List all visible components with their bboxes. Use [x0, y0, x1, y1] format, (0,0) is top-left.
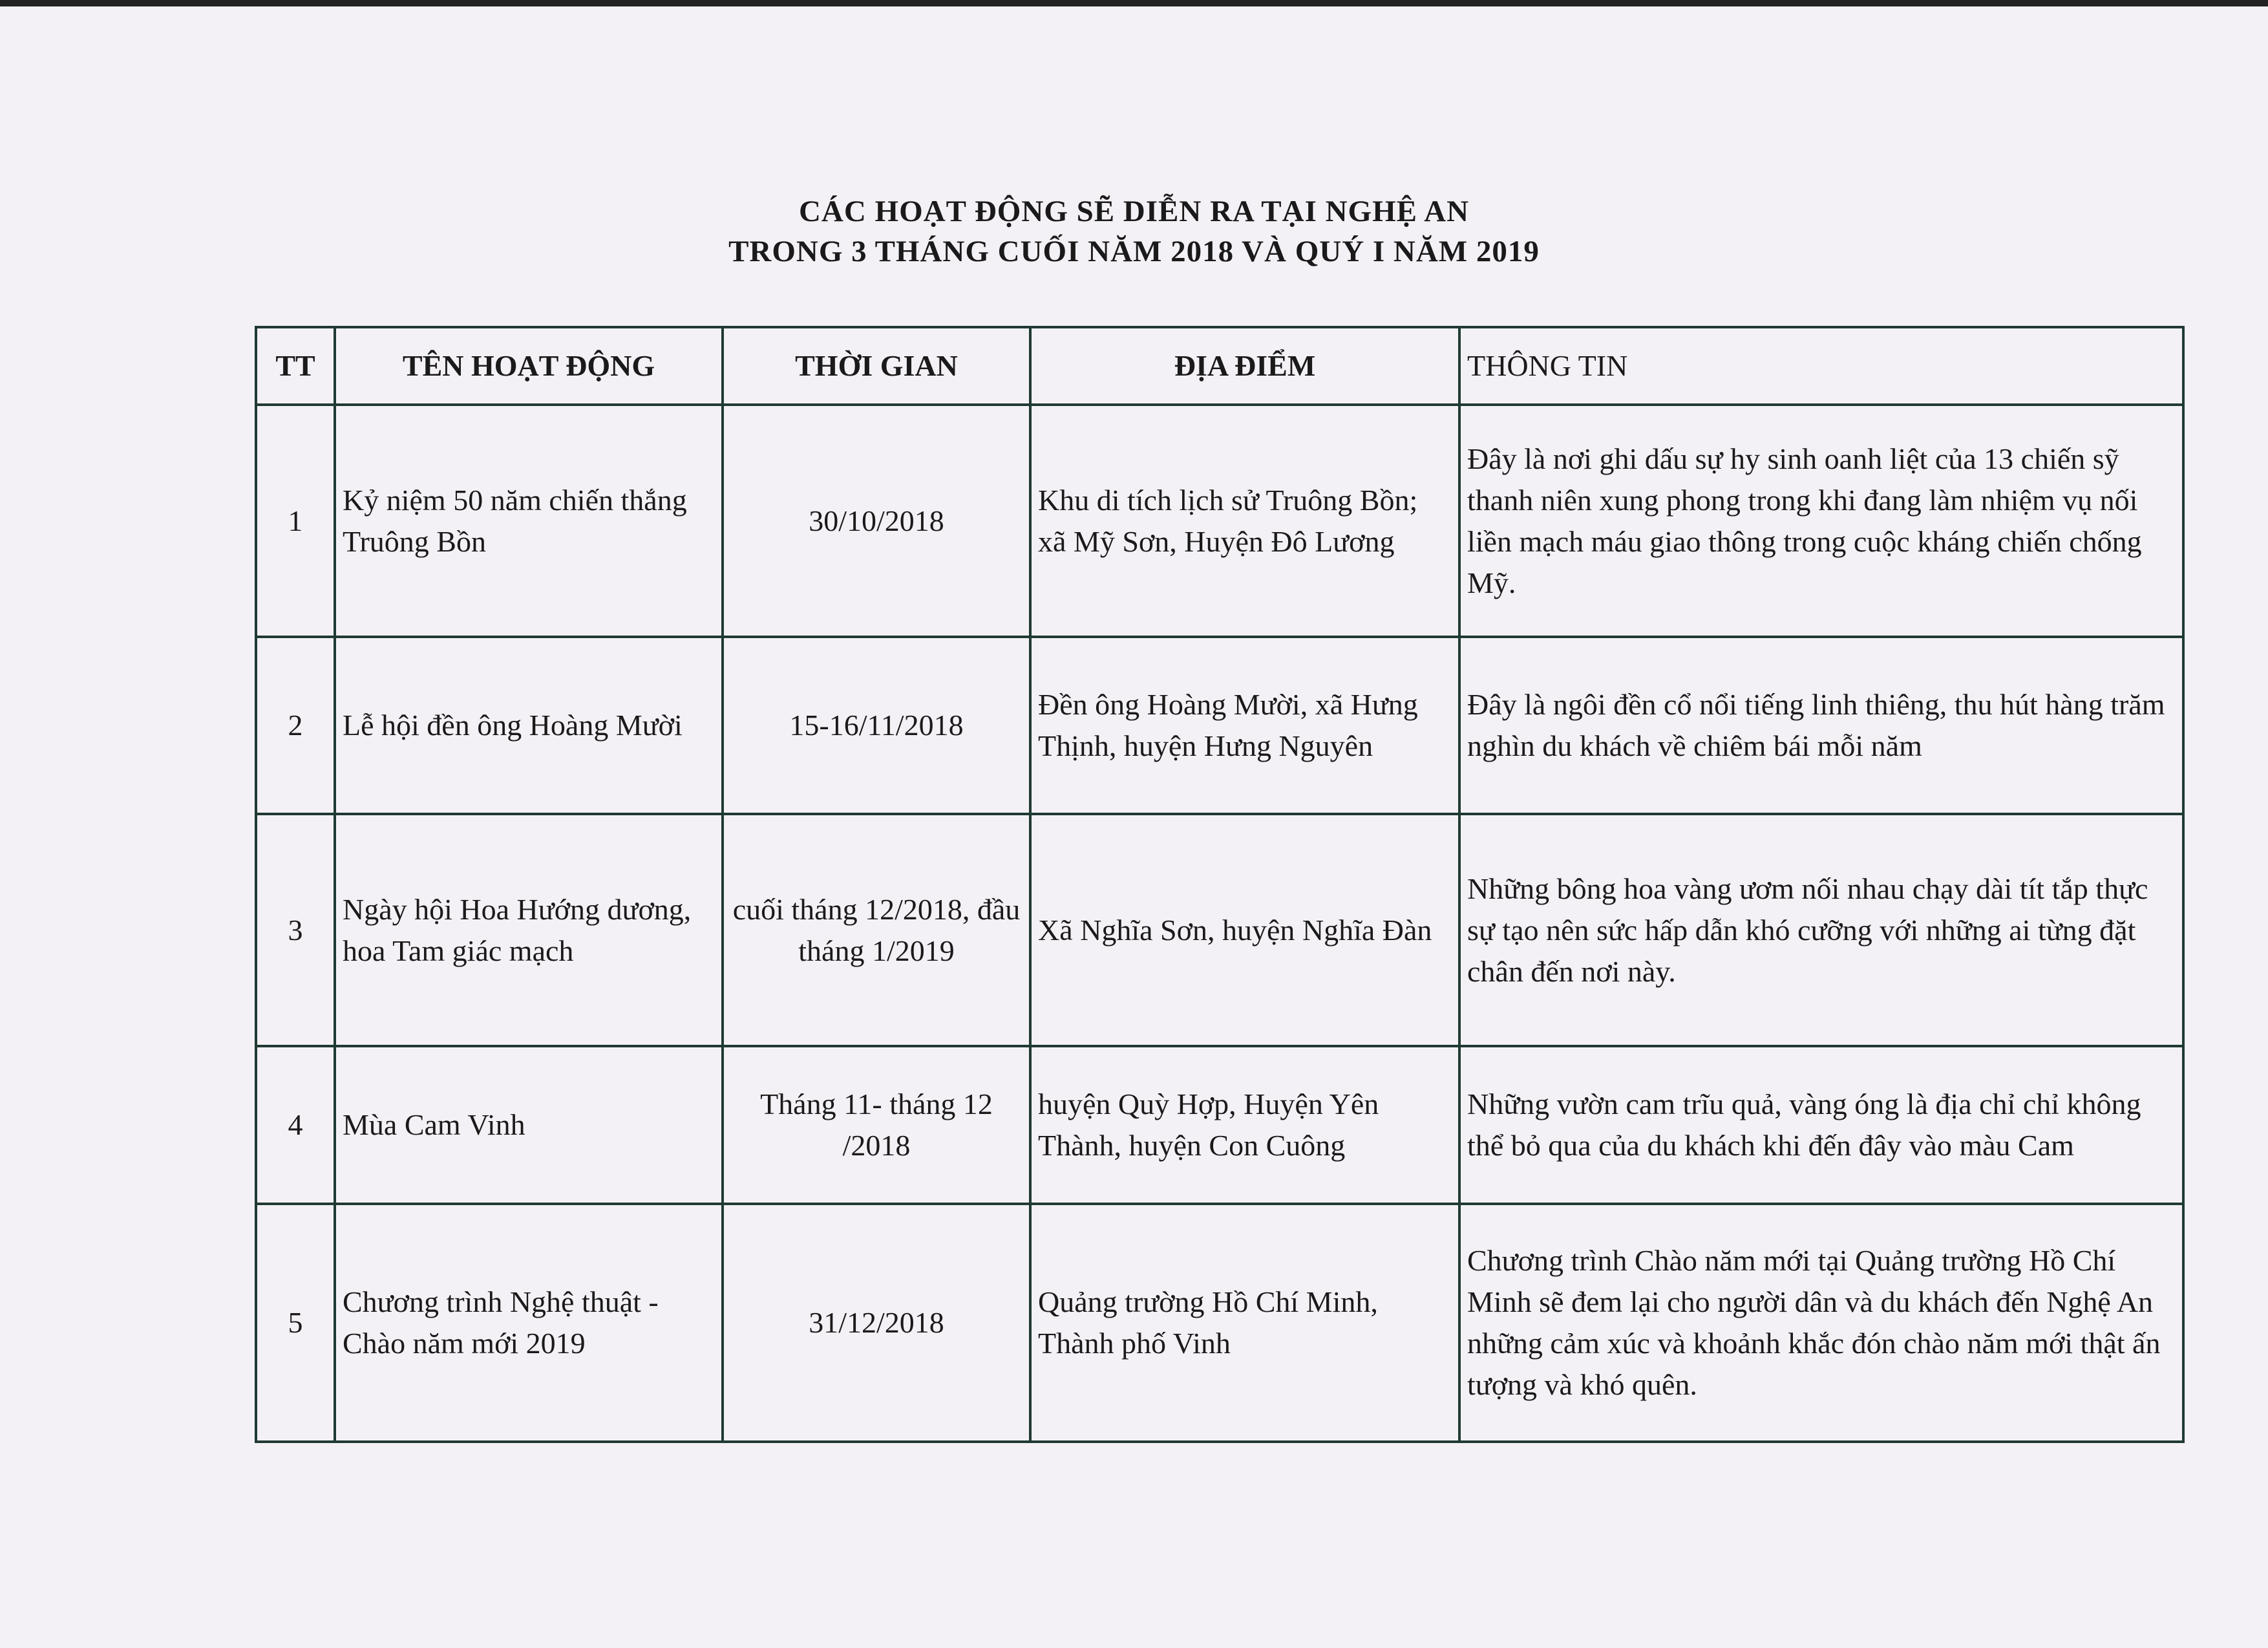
activity-time: 15-16/11/2018 [723, 637, 1030, 814]
row-number: 1 [256, 405, 335, 637]
activity-place: Đền ông Hoàng Mười, xã Hưng Thịnh, huyện Hưng Nguyên [1030, 637, 1459, 814]
header-place: ĐỊA ĐIỂM [1030, 327, 1459, 405]
table-row [256, 637, 2183, 814]
activity-place: huyện Quỳ Hợp, Huyện Yên Thành, huyện Con Cuông [1030, 1046, 1459, 1204]
activity-info: Những vườn cam trĩu quả, vàng óng là địa chỉ chỉ không thể bỏ qua của du khách khi đến đây vào màu Cam [1459, 1046, 2183, 1204]
activity-info: Đây là nơi ghi dấu sự hy sinh oanh liệt của 13 chiến sỹ thanh niên xung phong trong khi đang làm nhiệm vụ nối liền mạch máu giao thông trong cuộc kháng chiến chống Mỹ. [1459, 405, 2183, 637]
table-row [256, 814, 2183, 1046]
row-number: 4 [256, 1046, 335, 1204]
activity-name: Mùa Cam Vinh [335, 1046, 723, 1204]
header-activity-name: TÊN HOẠT ĐỘNG [335, 327, 723, 405]
activity-name: Lễ hội đền ông Hoàng Mười [335, 637, 723, 814]
activity-place: Quảng trường Hồ Chí Minh, Thành phố Vinh [1030, 1204, 1459, 1442]
activity-place: Khu di tích lịch sử Truông Bồn; xã Mỹ Sơn, Huyện Đô Lương [1030, 405, 1459, 637]
scan-top-edge [0, 0, 2268, 6]
row-number: 3 [256, 814, 335, 1046]
header-time: THỜI GIAN [723, 327, 1030, 405]
activity-time: cuối tháng 12/2018, đầu tháng 1/2019 [723, 814, 1030, 1046]
header-info: THÔNG TIN [1459, 327, 2183, 405]
table-row [256, 405, 2183, 637]
table-row [256, 1046, 2183, 1204]
activity-info: Chương trình Chào năm mới tại Quảng trường Hồ Chí Minh sẽ đem lại cho người dân và du khách đến Nghệ An những cảm xúc và khoảnh khắc đón chào năm mới thật ấn tượng và khó quên. [1459, 1204, 2183, 1442]
activity-name: Chương trình Nghệ thuật - Chào năm mới 2019 [335, 1204, 723, 1442]
activity-time: 30/10/2018 [723, 405, 1030, 637]
activity-place: Xã Nghĩa Sơn, huyện Nghĩa Đàn [1030, 814, 1459, 1046]
activity-info: Những bông hoa vàng ươm nối nhau chạy dài tít tắp thực sự tạo nên sức hấp dẫn khó cưỡng với những ai từng đặt chân đến nơi này. [1459, 814, 2183, 1046]
header-tt: TT [256, 327, 335, 405]
activity-name: Kỷ niệm 50 năm chiến thắng Truông Bồn [335, 405, 723, 637]
activity-time: 31/12/2018 [723, 1204, 1030, 1442]
activity-name: Ngày hội Hoa Hướng dương, hoa Tam giác mạch [335, 814, 723, 1046]
activity-time: Tháng 11- tháng 12 /2018 [723, 1046, 1030, 1204]
activities-table [255, 326, 2185, 1443]
row-number: 5 [256, 1204, 335, 1442]
table-row [256, 1204, 2183, 1442]
document-title-line-1: CÁC HOẠT ĐỘNG SẼ DIỄN RA TẠI NGHỆ AN [798, 195, 1470, 228]
activity-info: Đây là ngôi đền cổ nổi tiếng linh thiêng, thu hút hàng trăm nghìn du khách về chiêm bái mỗi năm [1459, 637, 2183, 814]
document-title-line-2: TRONG 3 THÁNG CUỐI NĂM 2018 VÀ QUÝ I NĂM 2019 [728, 235, 1540, 268]
row-number: 2 [256, 637, 335, 814]
table-header-row [256, 327, 2183, 405]
